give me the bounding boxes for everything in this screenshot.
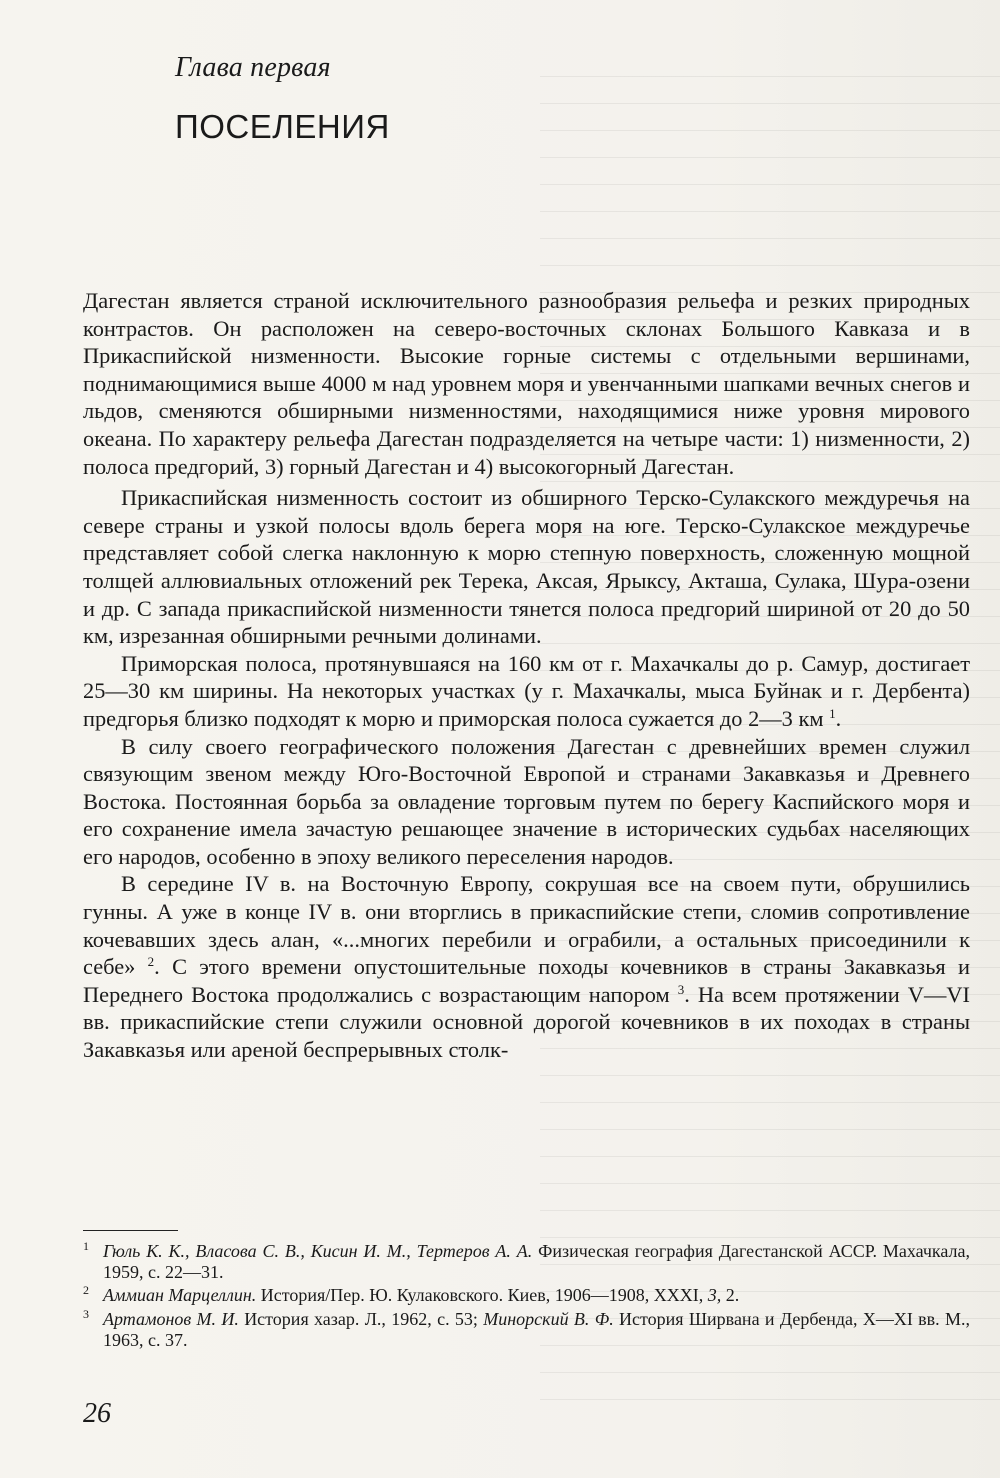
footnote-3-text-2: История Ширвана и Дербенда, X—XI вв. М., 1963, с. 37.: [103, 1308, 970, 1350]
footnote-2-tail: 2.: [725, 1285, 740, 1306]
footnote-ref-1[interactable]: 1: [829, 705, 836, 721]
footnote-2-mark: 2: [83, 1283, 89, 1298]
paragraph-3-text: Приморская полоса, протянувшаяся на 160 км от г. Махачкалы до р. Самур, достигает 25—30 км ширины. На некоторых участках (у г. Махачкалы, мыса Буйнак и г. Дербента) предгорья близко подходят к морю и приморская полоса сужается до 2—3 км: [83, 650, 970, 731]
footnote-1-mark: 1: [83, 1239, 89, 1253]
footnote-2-volume: 3,: [707, 1285, 722, 1306]
paragraph-1: Дагестан является страной исключительного разнообразия рельефа и резких природных контрастов. Он расположен на северо-восточных склонах Большого Кавказа и в Прикаспийской низменности. Высокие горные системы с отдельными вершинами, поднимающимися выше 4000 м над уровнем моря и увенчанными шапками вечных снегов и льдов, сменяются обширными низменностями, находящимися ниже уровня мирового океана. По характеру рельефа Дагестан подразделяется на четыре части: 1) низменности, 2) полоса предгорий, 3) горный Дагестан и 4) высокогорный Дагестан.: [83, 288, 970, 479]
paragraph-5: В середине IV в. на Восточную Европу, сокрушая все на своем пути, обрушились гунны. А уже в конце IV в. они вторглись в прикаспийские степи, сломив сопротивление кочевавших здесь алан, «...многих перебили и ограбили, а остальных присоединили к себе» $^2$. С этого времени опустошительные походы кочевников в страны Закавказья и Переднего Востока продолжались с возрастающим напором $^3$. На всем протяжении V—VI вв. прикаспийские степи служили основной дорогой кочевников в их походах в страны Закавказья или ареной беспрерывных столк-: [83, 871, 970, 1063]
footnote-3-mark: 3: [83, 1306, 89, 1321]
footnote-ref-2[interactable]: 2: [147, 954, 155, 970]
footnote-1-author: Гюль К. К., Власова С. В., Кисин И. М., Тертеров А. А.: [103, 1241, 533, 1261]
footnote-3: [83, 1306, 970, 1351]
footnote-ref-3[interactable]: 3: [677, 981, 685, 997]
footnote-3-author: Артамонов М. И.: [103, 1308, 239, 1329]
paragraph-3: Приморская полоса, протянувшаяся на 160 км от г. Махачкалы до р. Самур, достигает 25—30 км ширины. На некоторых участках (у г. Махачкалы, мыса Буйнак и г. Дербента) предгорья близко подходят к морю и приморская полоса сужается до 2—3 км $^1$.: [83, 650, 970, 731]
main-text: [83, 287, 970, 1064]
paragraph-2: Прикаспийская низменность состоит из обширного Терско-Сулакского междуречья на севере страны и узкой полосы вдоль берега моря на юге. Терско-Сулакское междуречье представляет собой слегка наклонную к морю степную поверхность, сложенную мощной толщей аллювиальных отложений рек Терека, Аксая, Ярыксу, Акташа, Сулака, Шура-озени и др. С запада прикаспийской низменности тянется полоса предгорий шириной от 20 до 50 км, изрезанная обширными речными долинами.: [83, 485, 970, 649]
footnotes: [83, 1241, 970, 1353]
footnote-divider: [83, 1230, 178, 1231]
paragraph-5-text-c: На всем протяжении V—VI вв. прикаспийские степи служили основной дорогой кочевников в их походах в страны Закавказья или ареной беспрерывных столк-: [83, 981, 970, 1063]
footnote-3-text: История хазар. Л., 1962, с. 53;: [244, 1308, 478, 1329]
footnote-1: [83, 1241, 970, 1283]
footnote-2: [83, 1285, 970, 1306]
footnote-2-text: История/Пер. Ю. Кулаковского. Киев, 1906—1908, XXXI,: [260, 1285, 704, 1306]
chapter-title: ПОСЕЛЕНИЯ: [175, 108, 390, 145]
footnote-3-author-2: Минорский В. Ф.: [483, 1308, 614, 1329]
paragraph-4: В силу своего географического положения Дагестан с древнейших времен служил связующим звеном между Юго-Восточной Европой и странами Закавказья и Древнего Востока. Постоянная борьба за овладение торговым путем по берегу Каспийского моря и его сохранение имела зачастую решающее значение в исторических судьбах населяющих его народов, особенно в эпоху великого переселения народов.: [83, 733, 970, 869]
paragraph-5-text-b: С этого времени опустошительные походы кочевников в страны Закавказья и Переднего Востока продолжались с возрастающим напором: [83, 954, 970, 1007]
footnote-1-text: Физическая география Дагестанской АССР. Махачкала, 1959, с. 22—31.: [103, 1241, 970, 1283]
page-number: 26: [83, 1398, 111, 1429]
footnote-2-author: Аммиан Марцеллин.: [103, 1285, 257, 1306]
chapter-label: Глава первая: [175, 52, 331, 83]
paragraph-5-text-a: В середине IV в. на Восточную Европу, сокрушая все на своем пути, обрушились гунны. А уже в конце IV в. они вторглись в прикаспийские степи, сломив сопротивление кочевавших здесь алан, «...многих перебили и ограбили, а остальных присоединили к себе»: [83, 871, 970, 980]
